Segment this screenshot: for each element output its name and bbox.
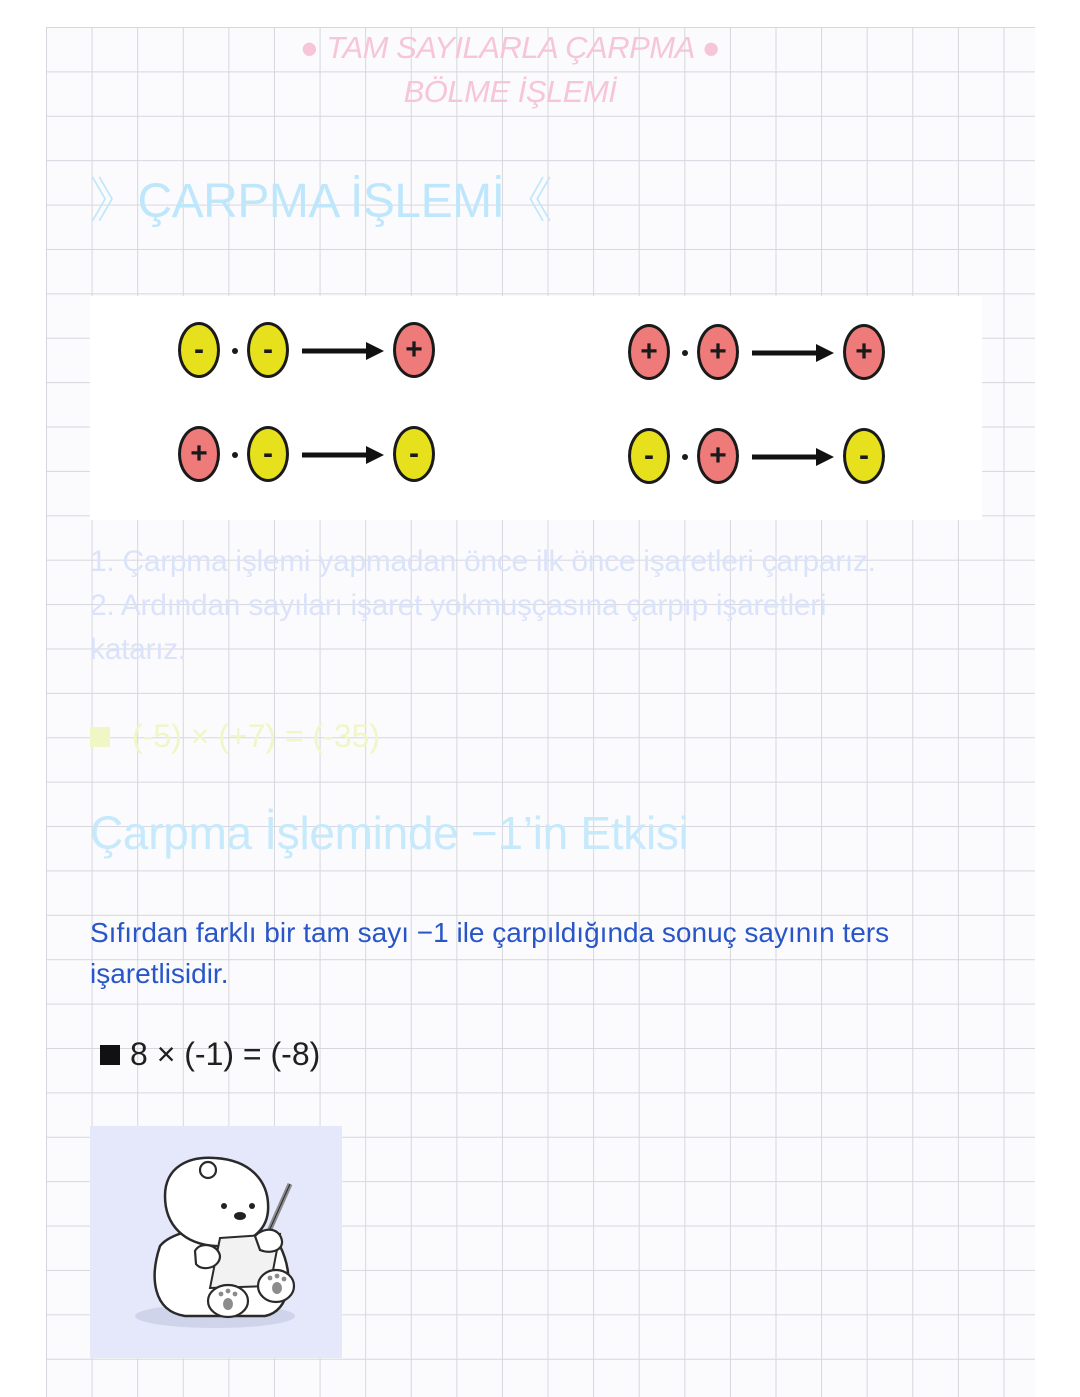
example-2-text: 8 × (-1) = (-8) xyxy=(130,1036,321,1072)
section-heading-minus-one: Çarpma İşleminde −1’in Etkisi xyxy=(90,807,689,859)
sign-ball-b: + xyxy=(697,428,739,484)
note-line-2: 2. Ardından sayıları işaret yokmuşçasına çarpıp işaretleri xyxy=(90,589,827,622)
page-title-line1: ● TAM SAYILARLA ÇARPMA ● xyxy=(300,30,720,65)
sign-ball-b: - xyxy=(247,426,289,482)
sign-ball-b: + xyxy=(697,324,739,380)
section-heading-carpma: 》ÇARPMA İŞLEMİ《 xyxy=(90,175,552,228)
arrow-right-icon xyxy=(750,446,834,468)
multiply-dot xyxy=(232,452,238,458)
sign-ball-a: + xyxy=(178,426,220,482)
note-line-1: 1. Çarpma işlemi yapmadan önce ilk önce işaretleri çarparız. xyxy=(90,545,876,578)
arrow-right-icon xyxy=(750,342,834,364)
multiply-dot xyxy=(232,348,238,354)
bullet-square-icon xyxy=(90,727,110,747)
page-title-line2: BÖLME İŞLEMİ xyxy=(403,74,617,109)
sign-ball-b: - xyxy=(247,322,289,378)
sign-ball-result: - xyxy=(393,426,435,482)
sign-ball-a: - xyxy=(178,322,220,378)
polar-bear-illustration xyxy=(90,1126,342,1358)
bullet-square-icon xyxy=(100,1045,120,1065)
sign-ball-a: - xyxy=(628,428,670,484)
sign-ball-result: - xyxy=(843,428,885,484)
arrow-right-icon xyxy=(300,444,384,466)
section-body-text: Sıfırdan farklı bir tam sayı −1 ile çarpıldığında sonuç sayının ters işaretlisidir. xyxy=(90,917,890,989)
example-2 xyxy=(100,1036,320,1073)
example-1-text: (-5) × (+7) = (-35) xyxy=(132,718,381,754)
sign-ball-result: + xyxy=(843,324,885,380)
example-1 xyxy=(90,718,380,755)
multiply-dot xyxy=(682,350,688,356)
sign-ball-a: + xyxy=(628,324,670,380)
sign-ball-result: + xyxy=(393,322,435,378)
arrow-right-icon xyxy=(300,340,384,362)
polar-bear-writing-icon xyxy=(90,1126,342,1358)
sign-rules-panel xyxy=(90,296,982,520)
multiply-dot xyxy=(682,454,688,460)
note-line-3: katarız. xyxy=(90,633,186,666)
